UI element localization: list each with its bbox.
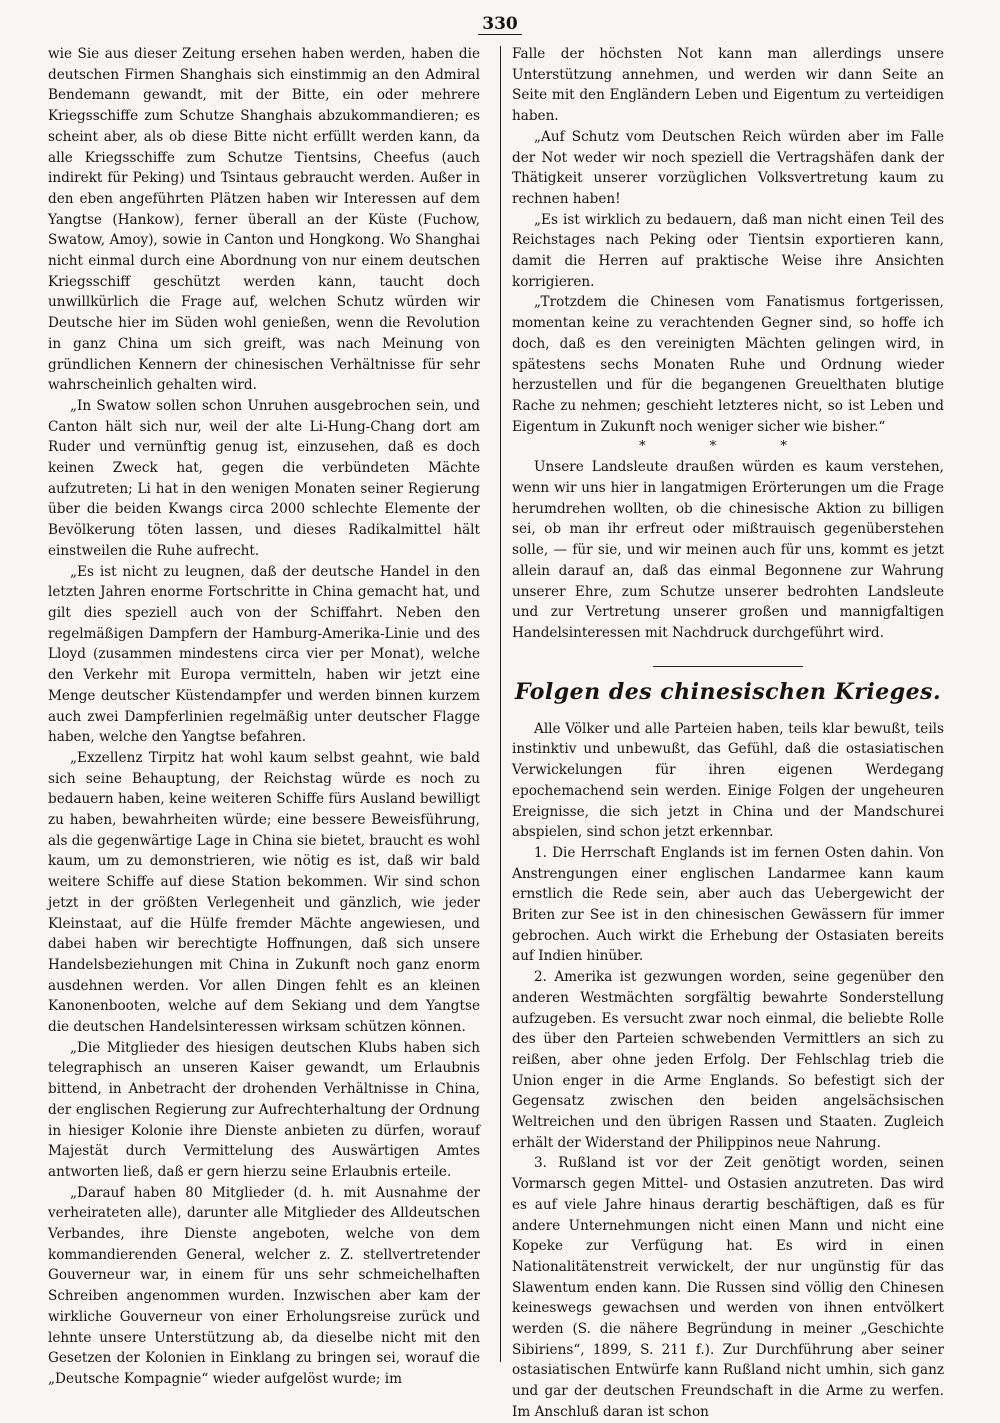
paragraph: „Exzellenz Tirpitz hat wohl kaum selbst geahnt, wie bald sich seine Behauptung, der Reichstag würde es noch zu bedauern haben, keine weiteren Schiffe fürs Ausland bewilligt zu haben, bewahrheiten würde; eine bessere Beweisführung, als die gegenwärtige Lage in China sie bietet, braucht es wohl kaum, um zu demonstrieren, wie nötig es ist, daß wir bald weitere Schiffe auf diese Station bekommen. Wir sind schon jetzt in der größten Verlegenheit und gänzlich, wie jeder Kleinstaat, auf die Hülfe fremder Mächte angewiesen, und dabei haben wir berechtigte Hoffnungen, daß sich unsere Handelsbeziehungen mit China in Zukunft noch ganz enorm ausdehnen werden. Vor allen Dingen fehlt es an kleinen Kanonenbooten, welche auf dem Sekiang und dem Yangtse die deutschen Handelsinteressen wirksam schützen können.	[48, 749, 480, 1036]
paragraph: „Darauf haben 80 Mitglieder (d. h. mit Ausnahme der verheirateten alle), darunter alle Mitglieder des Alldeutschen Verbandes, ihre Dienste angeboten, welche von dem kommandierenden General, welcher z. Z. stellvertretender Gouverneur war, in einem für uns sehr schmeichelhaften Schreiben angenommen wurden. Inzwischen aber kam der wirkliche Gouverneur von einer Erholungsreise zurück und lehnte unsere Unterstützung ab, da dieselbe nicht mit den Gesetzen der Kolonien in Einklang zu bringen sei, worauf die „Deutsche Kompagnie“ wieder aufgelöst wurde; im	[48, 1184, 480, 1387]
paragraph: 1. Die Herrschaft Englands ist im fernen Osten dahin. Von Anstrengungen einer englischen Landarmee kann kaum ernstlich die Rede sein, aber auch das Uebergewicht der Briten zur See ist in den chinesischen Gewässern für immer gebrochen. Auch wirkt die Erhebung der Ostasiaten bereits auf Indien hinüber.	[512, 844, 944, 965]
right-column	[512, 44, 944, 1423]
paragraph: „Auf Schutz vom Deutschen Reich würden aber im Falle der Not weder wir noch speziell die Vertragshäfen dank der Thätigkeit unserer vorzüglichen Volksvertretung kaum zu rechnen haben!	[512, 128, 944, 207]
paragraph: „Es ist nicht zu leugnen, daß der deutsche Handel in den letzten Jahren enorme Fortschritte in China gemacht hat, und gilt dies speziell auch von der Schiffahrt. Neben den regelmäßigen Dampfern der Hamburg-Amerika-Linie und des Lloyd (zusammen mindestens circa vier per Monat), welche den Verkehr mit Europa vermitteln, haben wir jetzt eine Menge deutscher Küstendampfer und werden binnen kurzem auch zwei Dampferlinien regelmäßig unter deutscher Flagge haben, welche den Yangtse befahren.	[48, 563, 480, 746]
section-separator-stars: * * *	[639, 439, 817, 455]
column-divider	[500, 46, 501, 1362]
section-rule	[653, 666, 803, 667]
paragraph: Falle der höchsten Not kann man allerdings unsere Unterstützung annehmen, und werden wir dann Seite an Seite mit den Engländern Leben und Eigentum zu verteidigen haben.	[512, 46, 944, 125]
paragraph: „Die Mitglieder des hiesigen deutschen Klubs haben sich telegraphisch an unseren Kaiser gewandt, um Erlaubnis bittend, in Anbetracht der drohenden Verhältnisse in China, der englischen Regierung zur Aufrechterhaltung der Ordnung in hiesiger Kolonie ihre Dienste anbieten zu dürfen, worauf Majestät durch Vermittelung des Auswärtigen Amtes antworten ließ, daß er gern hierzu seine Erlaubnis erteile.	[48, 1039, 480, 1180]
paragraph: „In Swatow sollen schon Unruhen ausgebrochen sein, und Canton hält sich nur, weil der alte Li-Hung-Chang dort am Ruder und vernünftig genug ist, einzusehen, daß es doch keinen Zweck hat, gegen die verbündeten Mächte aufzutreten; Li hat in den wenigen Monaten seiner Regierung über die beiden Kwangs circa 2000 schlechte Elemente der Bevölkerung töten lassen, und dieses Radikalmittel hält einstweilen die Ruhe aufrecht.	[48, 397, 480, 559]
paragraph: 3. Rußland ist vor der Zeit genötigt worden, seinen Vormarsch gegen Mittel- und Ostasien anzutreten. Das wird es auf viele Jahre hinaus derartig beschäftigen, daß es für andere Unternehmungen nicht einen Mann und nicht eine Kopeke zur Verfügung hat. Es wird in einen Nationalitätenstreit verwickelt, der nur ungünstig für das Slawentum enden kann. Die Russen sind völlig den Chinesen keineswegs gewachsen und werden von ihnen entvölkert werden (S. die nähere Begründung in meiner „Geschichte Sibiriens“, 1899, S. 211 f.). Zur Durchführung aber seiner ostasiatischen Entwürfe kann Rußland nicht umhin, sich ganz und gar der deutschen Freundschaft in die Arme zu werfen. Im Anschluß daran ist schon	[512, 1155, 944, 1420]
paragraph: Alle Völker und alle Parteien haben, teils klar bewußt, teils instinktiv und unbewußt, das Gefühl, daß die ostasiatischen Verwickelungen für ihren eigenen Werdegang epochemachend sein werden. Einige Folgen der ungeheuren Ereignisse, die sich jetzt in China und der Mandschurei abspielen, sind schon jetzt erkennbar.	[512, 720, 944, 841]
left-column	[48, 44, 480, 1390]
paragraph: Unsere Landsleute draußen würden es kaum verstehen, wenn wir uns hier in langatmigen Erörterungen um die Frage herumdrehen wollten, ob die chinesische Aktion zu billigen sei, ob man ihr erfreut oder mißtrauisch gegenüberstehen solle, — für sie, und wir meinen auch für uns, kommt es jetzt allein darauf an, daß das einmal Begonnene zur Wahrung unserer Ehre, zum Schutze unserer bedrohten Landsleute und zur Vertretung unserer großen und mannigfaltigen Handelsinteressen mit Nachdruck durchgeführt wird.	[512, 459, 944, 641]
paragraph: wie Sie aus dieser Zeitung ersehen haben werden, haben die deutschen Firmen Shanghais sich einstimmig an den Admiral Bendemann gewandt, mit der Bitte, ein oder mehrere Kriegsschiffe zum Schutze Shanghais abzukommandieren; es scheint aber, als ob diese Bitte nicht erfüllt werden kann, da alle Kriegsschiffe zum Schutze Tientsins, Cheefus (auch indirekt für Peking) und Tsintaus gebraucht werden. Außer in den eben angeführten Plätzen haben wir Interessen auf dem Yangtse (Hankow), ferner überall an der Küste (Fuchow, Swatow, Amoy), sowie in Canton und Hongkong. Wo Shanghai nicht einmal durch eine Abordnung von nur einem deutschen Kriegsschiff geschützt werden kann, taucht doch unwillkürlich die Frage auf, welchen Schutz würden wir Deutsche hier im Süden wohl genießen, wenn die Revolution in ganz China um sich greift, was nach Meinung von gründlichen Kennern der chinesischen Verhältnisse für sehr wahrscheinlich gehalten wird.	[48, 46, 480, 394]
section-heading: Folgen des chinesischen Krieges.	[514, 678, 942, 705]
paragraph: 2. Amerika ist gezwungen worden, seine gegenüber den anderen Westmächten sorgfältig bewahrte Sonderstellung aufzugeben. Es versucht zwar noch einmal, die beliebte Rolle des über den Parteien schwebenden Vermittlers an sich zu reißen, aber ohne jeden Erfolg. Der Fehlschlag trieb die Union enger in die Arme Englands. So befestigt sich der Gegensatz zwischen den beiden angelsächsischen Weltreichen und den übrigen Rassen und Staaten. Zugleich erhält der Widerstand der Philippinos neue Nahrung.	[512, 969, 944, 1151]
paragraph: „Trotzdem die Chinesen vom Fanatismus fortgerissen, momentan keine zu verachtenden Gegner sind, so hoffe ich doch, daß es den vereinigten Mächten gelingen wird, in spätestens sechs Monaten Ruhe und Ordnung wieder herzustellen und für die begangenen Greuelthaten blutige Rache zu nehmen; geschieht letzteres nicht, so ist Leben und Eigentum in Zukunft noch weniger sicher wie bisher.“	[512, 294, 944, 435]
paragraph: „Es ist wirklich zu bedauern, daß man nicht einen Teil des Reichstages nach Peking oder Tientsin exportieren kann, damit die Herren auf praktische Weise ihre Ansichten korrigieren.	[512, 211, 944, 290]
page-number: 330	[0, 14, 1000, 34]
